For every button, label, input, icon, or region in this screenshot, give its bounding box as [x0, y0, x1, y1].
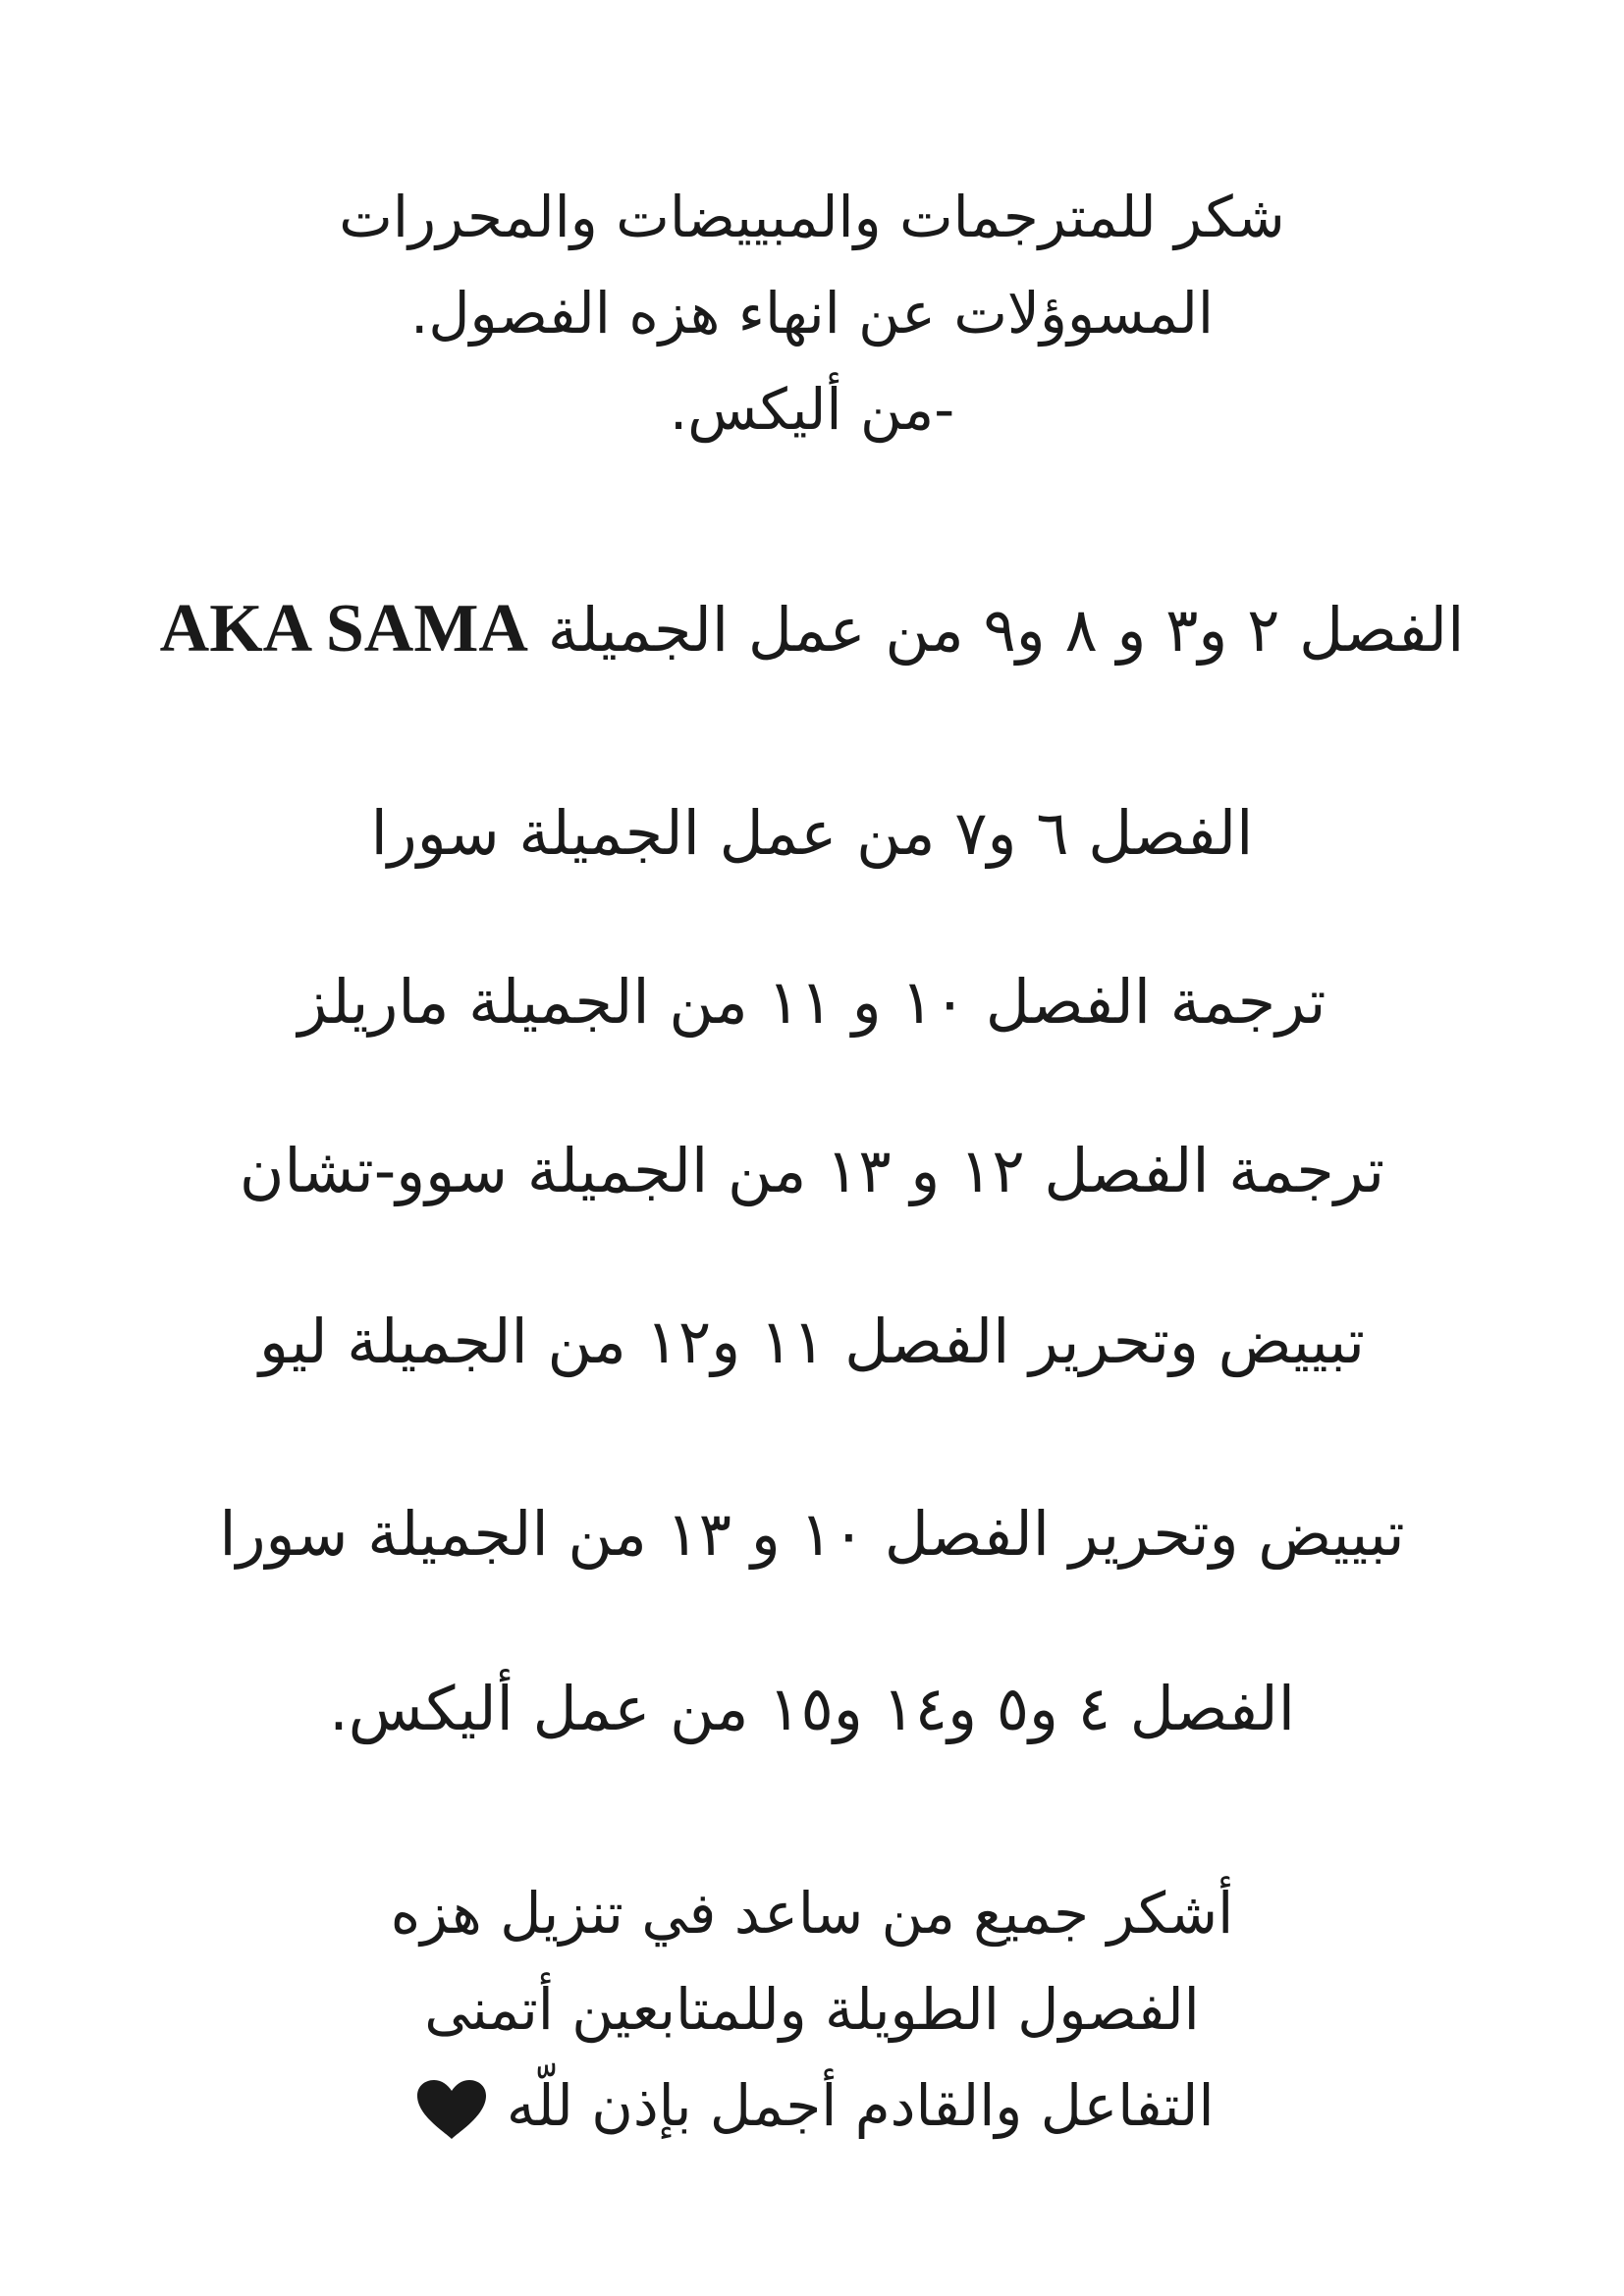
intro-line-1: شكر للمترجمات والمبييضات والمحررات [339, 184, 1285, 250]
outro-line-3 [0, 2072, 1624, 2141]
credit-line-5: تبييض وتحرير الفصل ١١ و١٢ من الجميلة ليو [258, 1306, 1366, 1377]
credit-line-1 [0, 591, 1624, 667]
intro-line-2: المسوؤلات عن انهاء هزه الفصول. [409, 280, 1215, 347]
credit-line-2: الفصل ٦ و٧ من عمل الجميلة سورا [370, 797, 1254, 869]
black-heart-icon [415, 2078, 488, 2141]
credit-line-1-name: AKA SAMA [159, 591, 528, 667]
black-heart-shape [417, 2080, 486, 2139]
intro-line-3: -من أليكس. [669, 376, 955, 443]
credit-line-4: ترجمة الفصل ١٢ و ١٣ من الجميلة سوو-تشان [239, 1135, 1385, 1206]
outro-line-1: أشكر جميع من ساعد في تنزيل هزه [390, 1880, 1234, 1947]
outro-line-3-text: التفاعل والقادم أجمل بإذن للّه [506, 2072, 1215, 2139]
credit-line-3: ترجمة الفصل ١٠ و ١١ من الجميلة ماريلز [298, 966, 1326, 1038]
outro-line-2: الفصول الطويلة وللمتابعين أتمنى [424, 1976, 1200, 2043]
credit-line-7: الفصل ٤ و٥ و١٤ و١٥ من عمل أليكس. [329, 1673, 1295, 1744]
credit-line-1-text: الفصل ٢ و٣ و ٨ و٩ من عمل الجميلة [547, 594, 1465, 666]
credit-line-6: تبييض وتحرير الفصل ١٠ و ١٣ من الجميلة سورا [219, 1498, 1405, 1570]
